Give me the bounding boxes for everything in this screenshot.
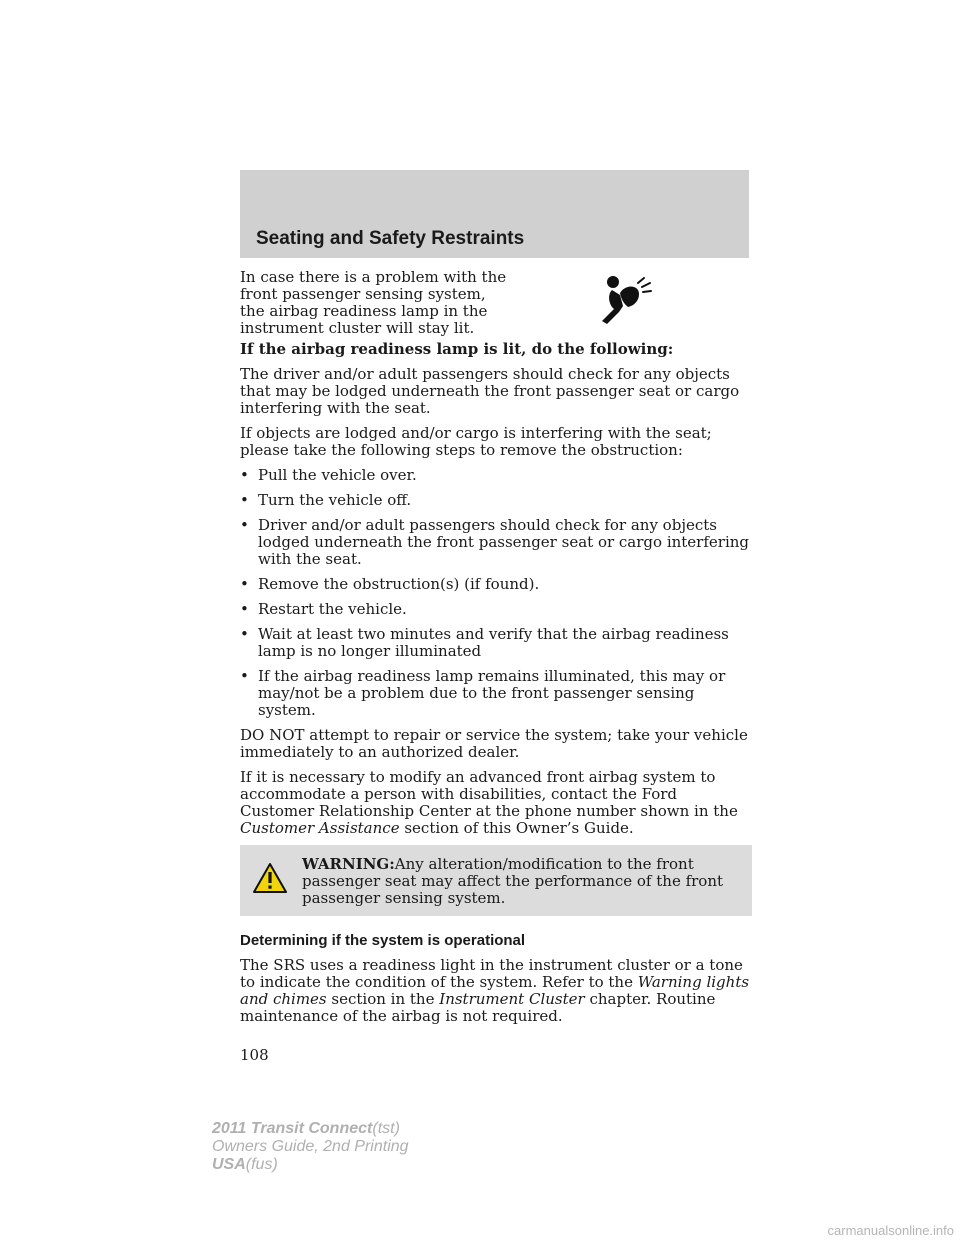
list-item: • Restart the vehicle. (240, 600, 407, 618)
warning-label: WARNING: (302, 855, 395, 873)
warning-box (240, 845, 752, 916)
airbag-icon (598, 273, 654, 325)
list-item: • Turn the vehicle off. (240, 491, 412, 509)
list-item: • Driver and/or adult passengers should check for any objects lodged underneath the front passenger seat or cargo interfering with the seat. (240, 516, 750, 568)
print-footer (212, 1120, 512, 1174)
section-title: Seating and Safety Restraints (256, 228, 525, 249)
bullet: • (240, 466, 249, 484)
footer-line-model: 2011 Transit Connect(tst) (212, 1120, 400, 1137)
list-item: • Remove the obstruction(s) (if found). (240, 575, 540, 593)
list-item: • Wait at least two minutes and verify that the airbag readiness lamp is no longer illuminated (240, 625, 729, 660)
paragraph-check-objects: The driver and/or adult passengers should check for any objects that may be lodged underneath the front passenger seat or cargo interfering with the seat. (240, 365, 740, 417)
footer-line-printing: Owners Guide, 2nd Printing (212, 1138, 409, 1155)
page-content (240, 269, 752, 1033)
steps-list (240, 467, 752, 719)
warning-lights-ref: Warning lights and chimes (240, 973, 750, 1008)
operational-heading: Determining if the system is operational (240, 932, 526, 949)
page-number: 108 (240, 1046, 269, 1064)
bullet: • (240, 600, 249, 618)
intro-text: In case there is a problem with the front passenger sensing system, the airbag readiness lamp in the instrument cluster will stay lit. (240, 268, 507, 337)
paragraph-do-not-repair: DO NOT attempt to repair or service the system; take your vehicle immediately to an authorized dealer. (240, 726, 748, 761)
intro-block (240, 268, 752, 337)
bullet: • (240, 625, 249, 643)
instrument-cluster-ref: Instrument Cluster (439, 990, 585, 1008)
bullet: • (240, 667, 249, 685)
list-item: • Pull the vehicle over. (240, 466, 417, 484)
list-item: • If the airbag readiness lamp remains illuminated, this may or may/not be a problem due to the front passenger sensing system. (240, 667, 726, 719)
paragraph-srs: The SRS uses a readiness light in the instrument cluster or a tone to indicate the condition of the system. Refer to the Warning lights and chimes section in the Instrument Cluster chapter. Routine maintenance of the airbag is not required. (240, 956, 750, 1025)
bullet: • (240, 575, 249, 593)
paragraph-obstruction: If objects are lodged and/or cargo is interfering with the seat; please take the following steps to remove the obstruction: (240, 424, 712, 459)
watermark: carmanualsonline.info (827, 1223, 954, 1238)
warning-text: Any alteration/modification to the front passenger seat may affect the performance of the front passenger sensing system. (302, 855, 724, 907)
bullet: • (240, 491, 249, 509)
warning-triangle-icon (252, 862, 288, 894)
paragraph-disabilities: If it is necessary to modify an advanced front airbag system to accommodate a person with disabilities, contact the Ford Customer Relationship Center at the phone number shown in the Customer Assistance section of this Owner’s Guide. (240, 768, 738, 837)
section-header (240, 170, 749, 258)
bullet: • (240, 516, 249, 534)
customer-assistance-ref: Customer Assistance (240, 819, 400, 837)
lit-heading: If the airbag readiness lamp is lit, do the following: (240, 340, 674, 358)
footer-line-market: USA(fus) (212, 1156, 278, 1173)
